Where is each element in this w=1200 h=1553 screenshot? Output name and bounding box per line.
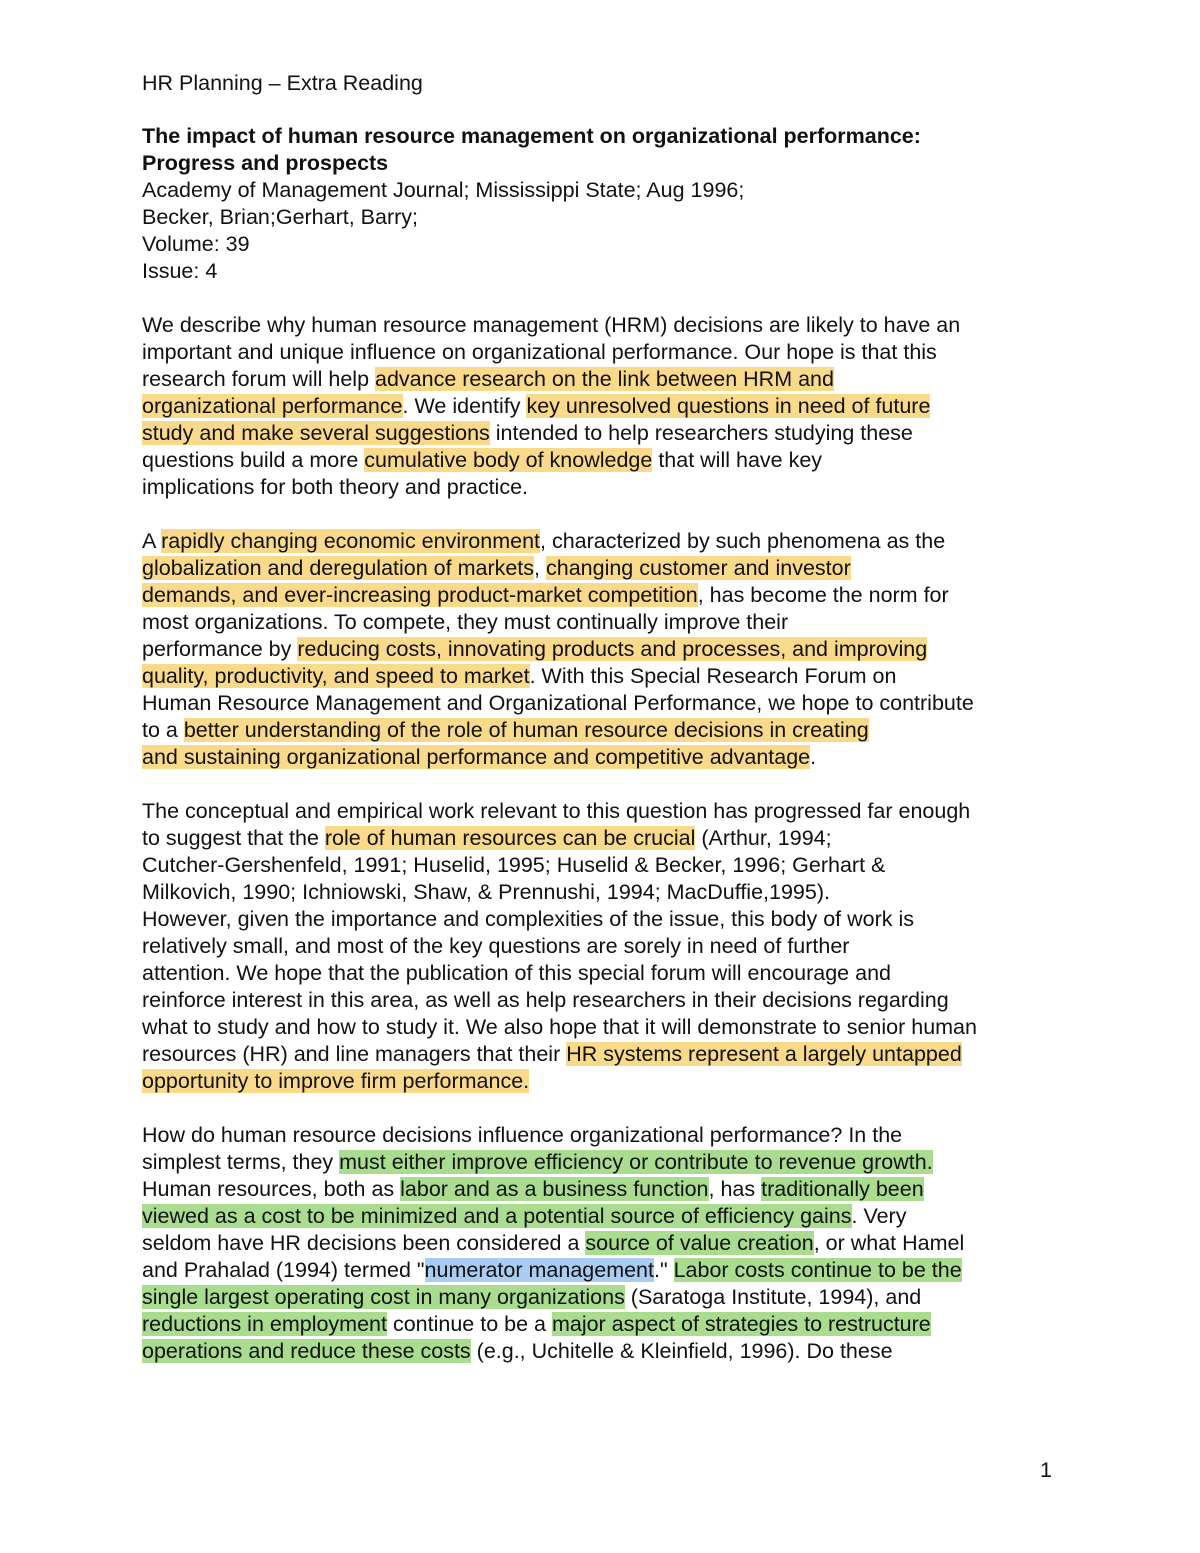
- text-run: continue to be a: [386, 1312, 552, 1336]
- text-line: [142, 933, 1062, 960]
- text-run: reinforce interest in this area, as well as help researchers in their decisions regarding: [142, 988, 949, 1012]
- issue-line: Issue: 4: [142, 259, 218, 283]
- text-run: A: [142, 529, 162, 553]
- article-metadata: [142, 177, 1062, 285]
- highlight-yellow: and sustaining organizational performance and competitive advantage: [142, 745, 811, 769]
- text-run: .: [810, 745, 817, 769]
- text-run: , or what Hamel: [813, 1231, 965, 1255]
- article-title-line: Progress and prospects: [142, 151, 389, 175]
- page-header: HR Planning – Extra Reading: [142, 71, 423, 95]
- highlight-yellow: quality, productivity, and speed to market: [142, 664, 530, 688]
- text-line: [142, 447, 1062, 474]
- text-line: [142, 366, 1062, 393]
- text-run: research forum will help: [142, 367, 376, 391]
- text-line: [142, 663, 1062, 690]
- text-run: simplest terms, they: [142, 1150, 340, 1174]
- highlight-yellow: role of human resources can be crucial: [324, 826, 696, 850]
- document-body: [142, 70, 1062, 1365]
- text-run: resources (HR) and line managers that their: [142, 1042, 567, 1066]
- highlight-yellow: reducing costs, innovating products and processes, and improving: [297, 637, 928, 661]
- volume-line: Volume: 39: [142, 232, 250, 256]
- highlight-yellow: opportunity to improve firm performance.: [142, 1069, 530, 1093]
- text-run: to suggest that the: [142, 826, 325, 850]
- page-number: 1: [1040, 1458, 1052, 1482]
- text-line: [142, 609, 1062, 636]
- text-line: [142, 1311, 1062, 1338]
- paragraph: [142, 312, 1062, 501]
- highlight-blue: numerator management: [424, 1258, 654, 1282]
- text-line: [142, 852, 1062, 879]
- highlight-yellow: organizational performance: [142, 394, 403, 418]
- text-run: . Very: [851, 1204, 907, 1228]
- journal-line: Academy of Management Journal; Mississippi State; Aug 1996;: [142, 178, 745, 202]
- text-line: [142, 1284, 1062, 1311]
- highlight-yellow: study and make several suggestions: [142, 421, 490, 445]
- text-line: [142, 879, 1062, 906]
- text-run: The conceptual and empirical work relevant to this question has progressed far enough: [142, 799, 971, 823]
- text-run: Milkovich, 1990; Ichniowski, Shaw, & Prennushi, 1994; MacDuffie,1995).: [142, 880, 830, 904]
- highlight-yellow: better understanding of the role of human resource decisions in creating: [183, 718, 869, 742]
- text-line: [142, 1338, 1062, 1365]
- paragraph-spacer: [142, 501, 1062, 528]
- text-run: relatively small, and most of the key questions are sorely in need of further: [142, 934, 850, 958]
- highlight-green: viewed as a cost to be minimized and a potential source of efficiency gains: [142, 1204, 852, 1228]
- text-line: [142, 1041, 1062, 1068]
- text-run: We describe why human resource management (HRM) decisions are likely to have an: [142, 313, 961, 337]
- text-run: . With this Special Research Forum on: [529, 664, 897, 688]
- highlight-green: Labor costs continue to be the: [673, 1258, 962, 1282]
- text-run: (e.g., Uchitelle & Kleinfield, 1996). Do these: [470, 1339, 893, 1363]
- text-line: [142, 987, 1062, 1014]
- text-line: [142, 1122, 1062, 1149]
- text-line: [142, 960, 1062, 987]
- highlight-green: single largest operating cost in many organizations: [142, 1285, 625, 1309]
- text-run: (Arthur, 1994;: [695, 826, 832, 850]
- text-line: [142, 1257, 1062, 1284]
- highlight-yellow: demands, and ever-increasing product-market competition: [142, 583, 698, 607]
- text-line: [142, 420, 1062, 447]
- highlight-green: must either improve efficiency or contribute to revenue growth.: [339, 1150, 933, 1174]
- text-line: [142, 1068, 1062, 1095]
- text-line: [142, 717, 1062, 744]
- highlight-yellow: changing customer and investor: [545, 556, 851, 580]
- text-run: ,: [534, 556, 546, 580]
- text-line: [142, 1176, 1062, 1203]
- text-run: important and unique influence on organizational performance. Our hope is that this: [142, 340, 937, 364]
- highlight-yellow: key unresolved questions in need of future: [526, 394, 931, 418]
- text-line: [142, 744, 1062, 771]
- paragraph-spacer: [142, 1095, 1062, 1122]
- text-line: [142, 339, 1062, 366]
- text-line: [142, 1230, 1062, 1257]
- text-line: [142, 690, 1062, 717]
- highlight-green: major aspect of strategies to restructure: [551, 1312, 931, 1336]
- highlight-green: reductions in employment: [142, 1312, 387, 1336]
- text-run: Human resources, both as: [142, 1177, 401, 1201]
- text-run: attention. We hope that the publication of this special forum will encourage and: [142, 961, 891, 985]
- text-line: [142, 582, 1062, 609]
- paragraph: [142, 528, 1062, 771]
- authors-line: Becker, Brian;Gerhart, Barry;: [142, 205, 419, 229]
- highlight-green: source of value creation: [585, 1231, 814, 1255]
- text-run: , has: [708, 1177, 762, 1201]
- text-line: [142, 825, 1062, 852]
- text-run: (Saratoga Institute, 1994), and: [624, 1285, 922, 1309]
- text-run: Human Resource Management and Organizational Performance, we hope to contribute: [142, 691, 974, 715]
- highlight-yellow: rapidly changing economic environment: [161, 529, 540, 553]
- text-run: However, given the importance and complexities of the issue, this body of work is: [142, 907, 914, 931]
- paragraph: [142, 1122, 1062, 1365]
- paragraph-spacer: [142, 285, 1062, 312]
- text-line: [142, 312, 1062, 339]
- text-line: [142, 798, 1062, 825]
- highlight-green: operations and reduce these costs: [142, 1339, 471, 1363]
- text-run: to a: [142, 718, 184, 742]
- article-text: [142, 285, 1062, 1365]
- article-title-line: The impact of human resource management on organizational performance:: [142, 124, 921, 148]
- text-run: that will have key: [652, 448, 823, 472]
- text-line: [142, 1014, 1062, 1041]
- highlight-yellow: globalization and deregulation of markets: [142, 556, 535, 580]
- text-run: performance by: [142, 637, 298, 661]
- highlight-yellow: advance research on the link between HRM and: [375, 367, 834, 391]
- text-line: [142, 528, 1062, 555]
- text-run: , has become the norm for: [697, 583, 949, 607]
- highlight-yellow: cumulative body of knowledge: [364, 448, 653, 472]
- text-run: How do human resource decisions influence organizational performance? In the: [142, 1123, 903, 1147]
- text-line: [142, 474, 1062, 501]
- text-line: [142, 393, 1062, 420]
- highlight-green: labor and as a business function: [400, 1177, 709, 1201]
- text-run: implications for both theory and practice.: [142, 475, 529, 499]
- text-line: [142, 636, 1062, 663]
- text-run: most organizations. To compete, they must continually improve their: [142, 610, 789, 634]
- text-run: .": [654, 1258, 674, 1282]
- text-run: intended to help researchers studying these: [489, 421, 913, 445]
- paragraph: [142, 798, 1062, 1095]
- text-line: [142, 555, 1062, 582]
- text-run: , characterized by such phenomena as the: [540, 529, 946, 553]
- highlight-yellow: HR systems represent a largely untapped: [566, 1042, 962, 1066]
- text-run: seldom have HR decisions been considered a: [142, 1231, 586, 1255]
- text-line: [142, 906, 1062, 933]
- text-run: Cutcher-Gershenfeld, 1991; Huselid, 1995; Huselid & Becker, 1996; Gerhart &: [142, 853, 886, 877]
- text-run: and Prahalad (1994) termed ": [142, 1258, 425, 1282]
- text-run: what to study and how to study it. We also hope that it will demonstrate to senior human: [142, 1015, 977, 1039]
- article-title: [142, 123, 1062, 177]
- text-run: . We identify: [402, 394, 527, 418]
- paragraph-spacer: [142, 771, 1062, 798]
- text-run: questions build a more: [142, 448, 365, 472]
- highlight-green: traditionally been: [761, 1177, 924, 1201]
- text-line: [142, 1203, 1062, 1230]
- text-line: [142, 1149, 1062, 1176]
